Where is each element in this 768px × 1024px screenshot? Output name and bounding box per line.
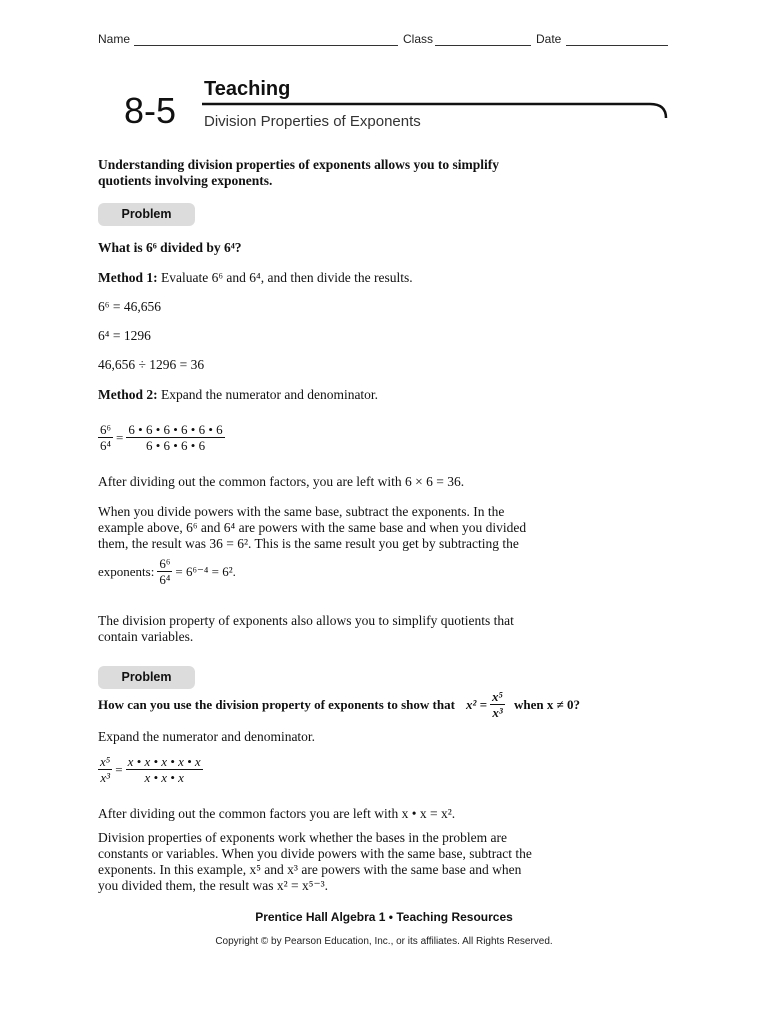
method2-text: Expand the numerator and denominator. [161, 387, 379, 402]
method2-fraction [98, 422, 225, 453]
expanded-fraction [126, 422, 224, 453]
class-label: Class [403, 32, 434, 46]
date-label: Date [536, 32, 562, 46]
fraction-6-6-over-6-4 [98, 422, 113, 453]
para1-line-2: example above, 6⁶ and 6⁴ are powers with the same base and when you divided [98, 520, 527, 535]
frac-numerator: 6⁶ [100, 422, 112, 437]
expanded-denominator: 6 • 6 • 6 • 6 [145, 438, 206, 453]
lesson-number: 8-5 [124, 90, 177, 131]
name-blank[interactable] [134, 45, 398, 46]
method1-eq1: 6⁶ = 46,656 [98, 299, 161, 314]
problem2-after: After dividing out the common factors you are left with x • x = x². [98, 806, 456, 821]
para3-line-4: you divided them, the result was x² = x⁵⁻³. [98, 878, 329, 893]
method2-line [98, 387, 378, 403]
expanded-x-fraction [126, 754, 203, 785]
lesson-title: Teaching [204, 78, 291, 100]
x-expanded-num: x • x • x • x • x [127, 754, 201, 769]
exp-frac-num: 6⁶ [159, 556, 171, 571]
x-expanded-den: x • x • x [144, 770, 184, 785]
problem-label-1: Problem [98, 203, 195, 226]
footer-copyright: Copyright © by Pearson Education, Inc., or its affiliates. All Rights Reserved. [215, 936, 553, 947]
x-frac-num: x⁵ [100, 754, 111, 769]
problem2-lhs: x² = [465, 696, 487, 712]
problem-label-2: Problem [98, 666, 195, 689]
method1-eq2: 6⁴ = 1296 [98, 328, 151, 343]
frac-denominator: 6⁴ [100, 438, 112, 453]
exponents-fraction [157, 556, 172, 587]
method2-label: Method 2: [98, 387, 158, 402]
expanded-numerator: 6 • 6 • 6 • 6 • 6 • 6 [128, 422, 223, 437]
fraction-x5-over-x3 [98, 754, 112, 785]
method1-label: Method 1: [98, 270, 158, 285]
problem1-question: What is 6⁶ divided by 6⁴? [98, 240, 242, 255]
header-fields [98, 32, 670, 48]
problem2-expand: Expand the numerator and denominator. [98, 729, 316, 744]
problem2-question [98, 689, 580, 720]
class-blank[interactable] [435, 45, 531, 46]
x-frac-den: x³ [100, 770, 110, 785]
para2-line-1: The division property of exponents also allows you to simplify quotients that [98, 613, 514, 628]
equals-sign: = [116, 429, 124, 445]
para1-line-1: When you divide powers with the same base, subtract the exponents. In the [98, 504, 505, 519]
para2-line-2: contain variables. [98, 629, 194, 644]
para1-line-4 [98, 556, 236, 587]
para3-line-3: exponents. In this example, x⁵ and x³ are powers with the same base and when [98, 862, 522, 877]
problem2-fraction [98, 754, 203, 785]
problem2-condition: when x ≠ 0? [514, 696, 581, 712]
intro-line-1: Understanding division properties of exponents allows you to simplify [98, 157, 500, 172]
name-label: Name [98, 32, 131, 46]
para1-line-3: them, the result was 36 = 6². This is the same result you get by subtracting the [98, 536, 519, 551]
method1-line [98, 270, 413, 286]
problem2-question-text: How can you use the division property of exponents to show that [98, 696, 455, 712]
q-frac-den: x³ [492, 705, 503, 720]
method1-eq3: 46,656 ÷ 1296 = 36 [98, 357, 205, 372]
para3-line-1: Division properties of exponents work whether the bases in the problem are [98, 830, 508, 845]
q-frac-num: x⁵ [492, 689, 504, 704]
equals-sign-2: = [115, 761, 123, 777]
problem2-question-fraction [490, 689, 505, 720]
lesson-subtitle: Division Properties of Exponents [204, 113, 421, 130]
exponents-label: exponents: [98, 563, 155, 579]
date-blank[interactable] [566, 45, 668, 46]
exponents-result: = 6⁶⁻⁴ = 6². [175, 563, 236, 579]
para3-line-2: constants or variables. When you divide powers with the same base, subtract the [98, 846, 532, 861]
problem1-after: After dividing out the common factors, you are left with 6 × 6 = 36. [98, 474, 465, 489]
exp-frac-den: 6⁴ [159, 572, 171, 587]
method1-text: Evaluate 6⁶ and 6⁴, and then divide the results. [161, 270, 413, 285]
footer-book-title: Prentice Hall Algebra 1 • Teaching Resources [255, 910, 513, 924]
intro-line-2: quotients involving exponents. [98, 173, 273, 188]
